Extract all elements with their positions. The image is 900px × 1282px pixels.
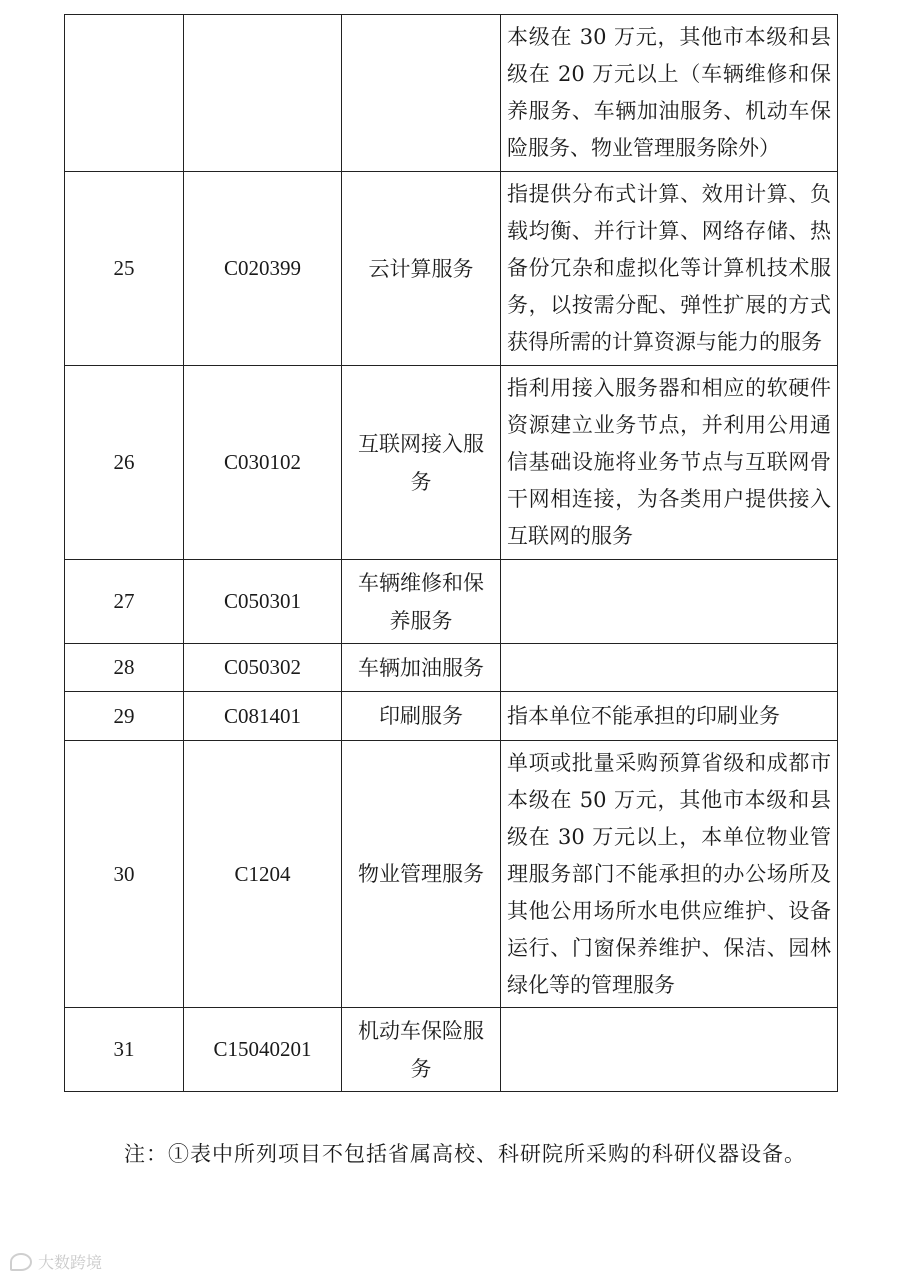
table-row xyxy=(65,692,838,741)
item-code: C1204 xyxy=(184,741,342,1008)
table-row xyxy=(65,741,838,1008)
chat-bubble-icon xyxy=(10,1253,32,1271)
row-number: 31 xyxy=(65,1008,184,1092)
item-description xyxy=(501,1008,838,1092)
procurement-table xyxy=(64,14,838,1092)
item-name xyxy=(342,15,501,172)
item-code: C020399 xyxy=(184,172,342,366)
table-row xyxy=(65,1008,838,1092)
item-description xyxy=(501,560,838,644)
item-code: C050301 xyxy=(184,560,342,644)
watermark-text: 大数跨境 xyxy=(38,1253,103,1272)
item-description: 指本单位不能承担的印刷业务 xyxy=(501,692,838,741)
row-number xyxy=(65,15,184,172)
row-number: 26 xyxy=(65,366,184,560)
table-row xyxy=(65,172,838,366)
item-description: 本级在 30 万元，其他市本级和县级在 20 万元以上（车辆维修和保养服务、车辆加油服务、机动车保险服务、物业管理服务除外） xyxy=(501,15,838,172)
item-name: 云计算服务 xyxy=(342,172,501,366)
table-row xyxy=(65,644,838,692)
item-description: 单项或批量采购预算省级和成都市本级在 50 万元，其他市本级和县级在 30 万元以上，本单位物业管理服务部门不能承担的办公场所及其他公用场所水电供应维护、设备运行、门窗保养维护、保洁、园林绿化等的管理服务 xyxy=(501,741,838,1008)
item-name: 互联网接入服务 xyxy=(342,366,501,560)
item-name: 物业管理服务 xyxy=(342,741,501,1008)
item-name: 车辆维修和保养服务 xyxy=(342,560,501,644)
watermark xyxy=(10,1250,102,1273)
item-name: 车辆加油服务 xyxy=(342,644,501,692)
item-name: 印刷服务 xyxy=(342,692,501,741)
table-row xyxy=(65,15,838,172)
table-row xyxy=(65,560,838,644)
item-description: 指利用接入服务器和相应的软硬件资源建立业务节点，并利用公用通信基础设施将业务节点与互联网骨干网相连接，为各类用户提供接入互联网的服务 xyxy=(501,366,838,560)
row-number: 30 xyxy=(65,741,184,1008)
row-number: 27 xyxy=(65,560,184,644)
item-description: 指提供分布式计算、效用计算、负载均衡、并行计算、网络存储、热备份冗杂和虚拟化等计算机技术服务，以按需分配、弹性扩展的方式获得所需的计算资源与能力的服务 xyxy=(501,172,838,366)
item-code xyxy=(184,15,342,172)
item-code: C081401 xyxy=(184,692,342,741)
item-code: C050302 xyxy=(184,644,342,692)
footnote: 注：①表中所列项目不包括省属高校、科研院所采购的科研仪器设备。 xyxy=(124,1142,806,1166)
item-description xyxy=(501,644,838,692)
row-number: 29 xyxy=(65,692,184,741)
row-number: 28 xyxy=(65,644,184,692)
item-name: 机动车保险服务 xyxy=(342,1008,501,1092)
item-code: C030102 xyxy=(184,366,342,560)
row-number: 25 xyxy=(65,172,184,366)
table-row xyxy=(65,366,838,560)
item-code: C15040201 xyxy=(184,1008,342,1092)
